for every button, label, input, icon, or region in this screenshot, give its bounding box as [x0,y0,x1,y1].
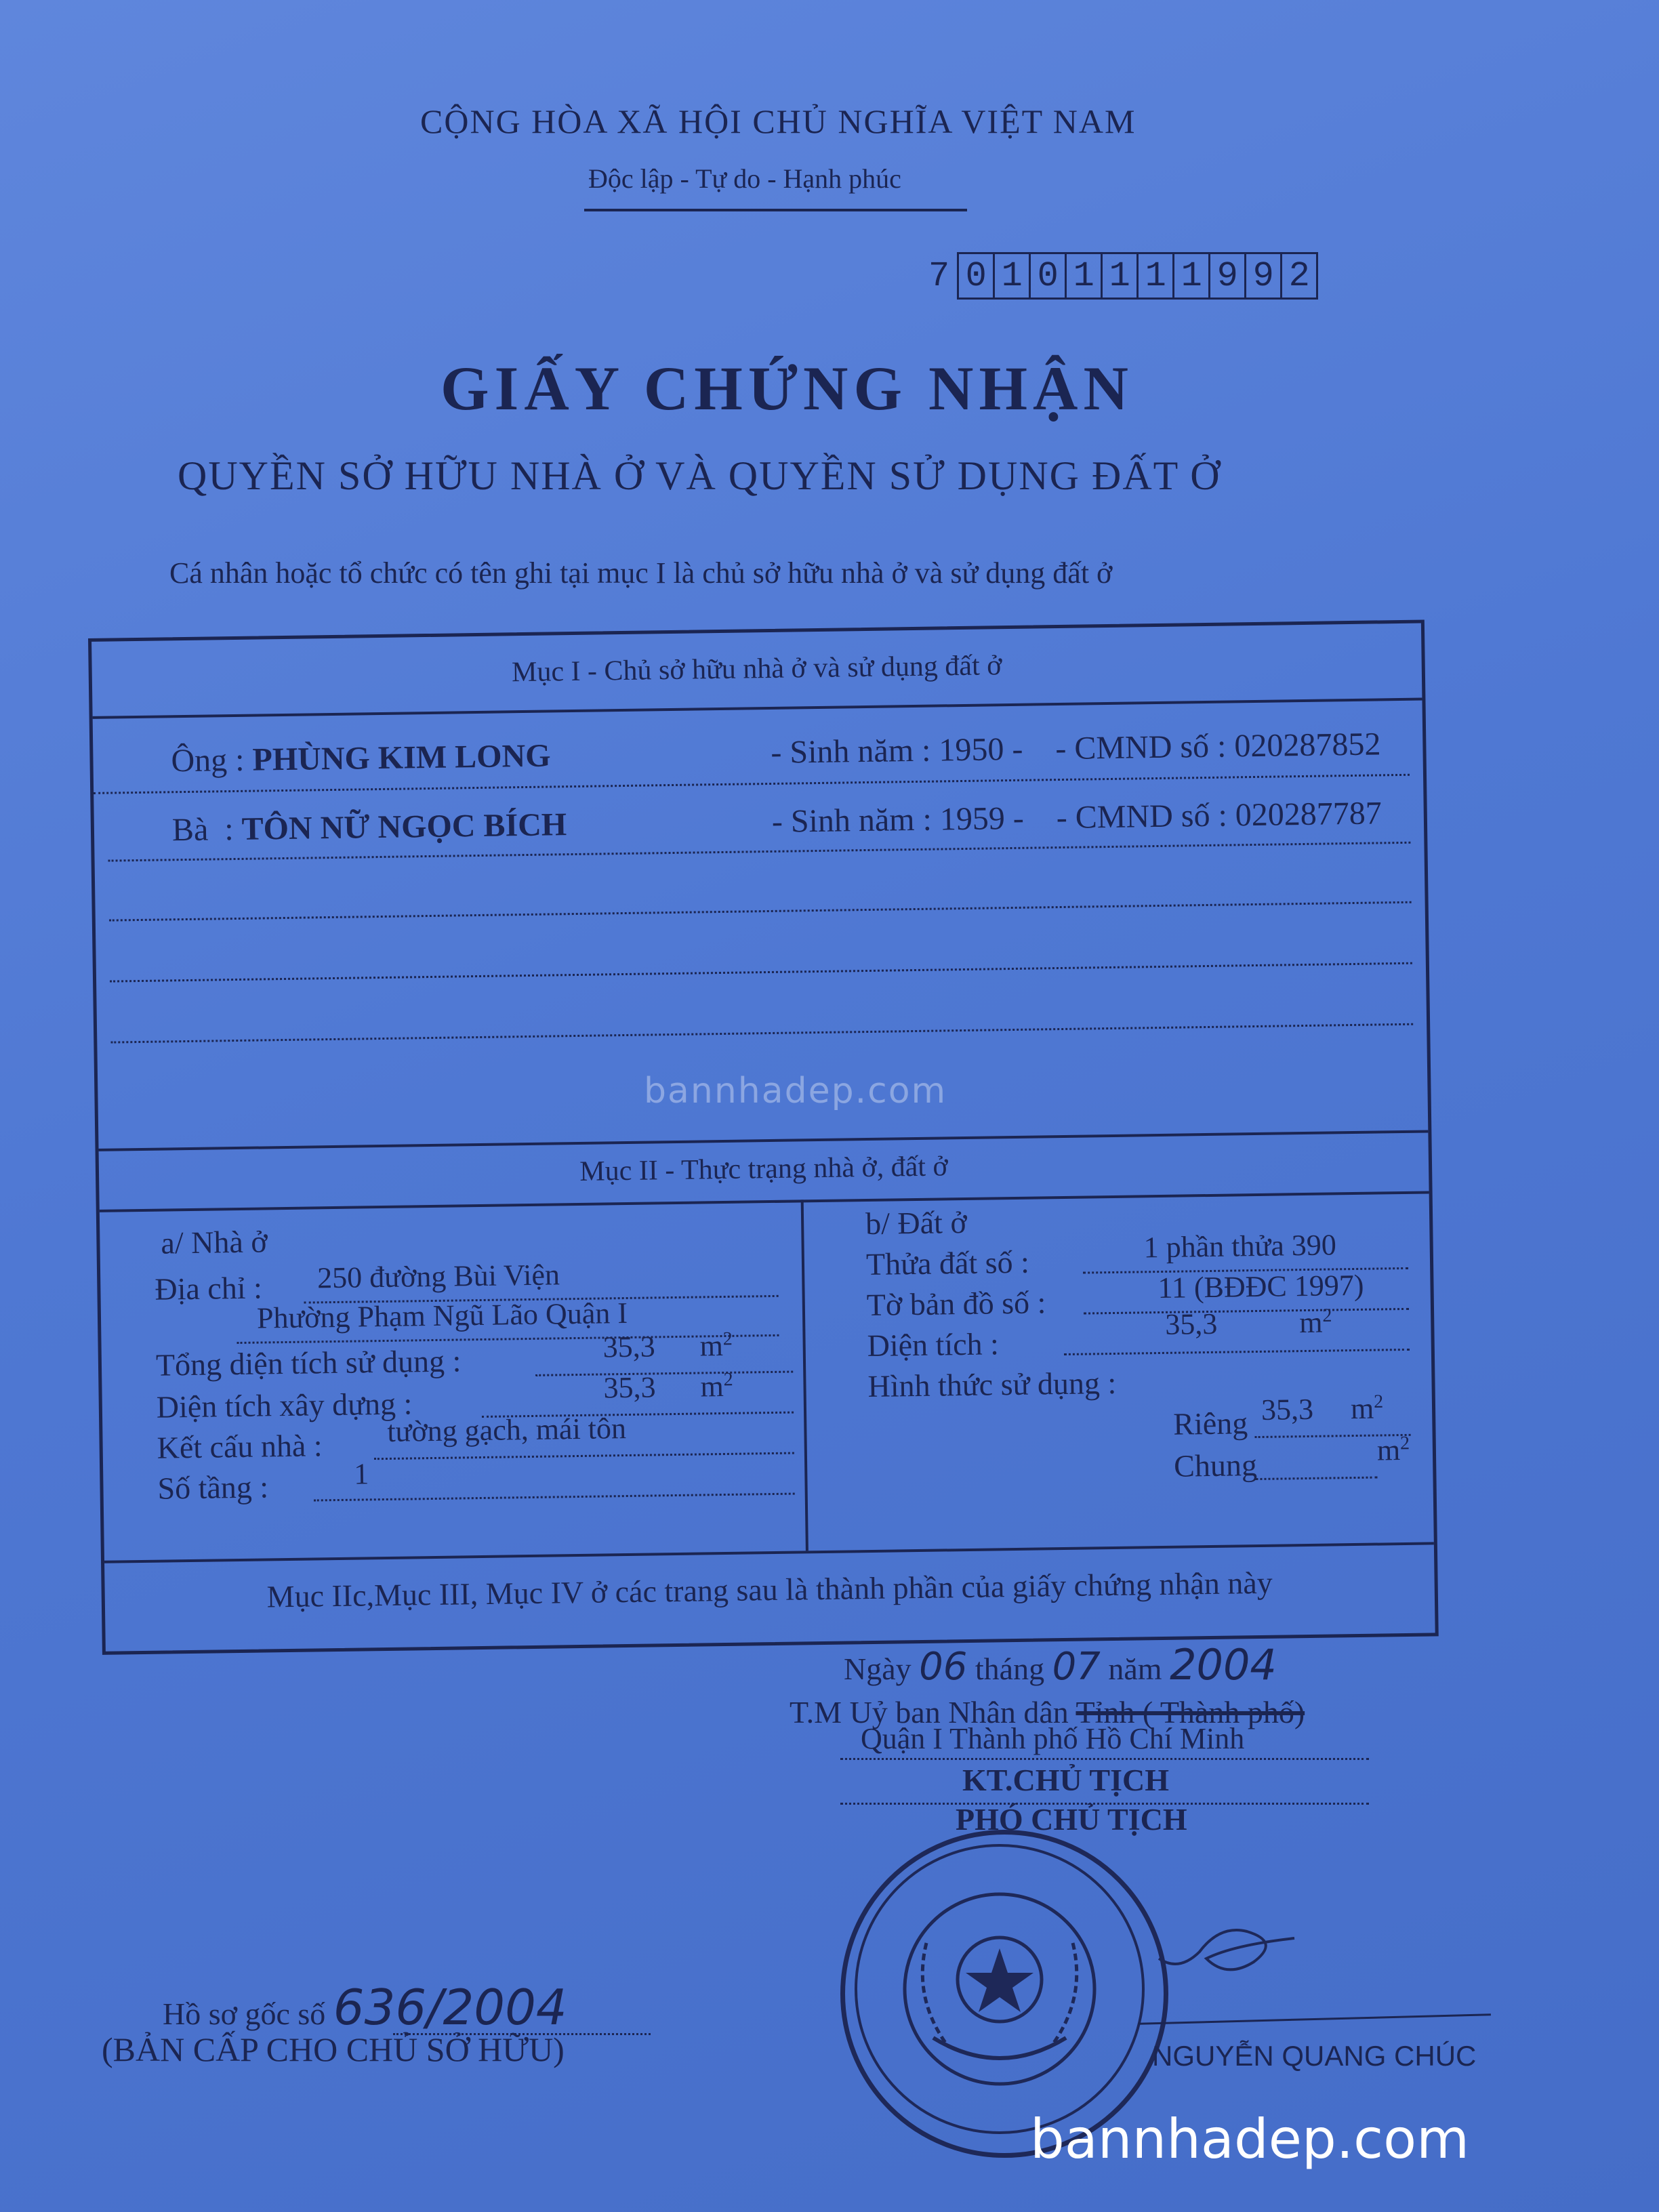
certificate-intro: Cá nhân hoặc tổ chức có tên ghi tại mục I là chủ sở hữu nhà ở và sử dụng đất ở [169,556,1113,590]
record-label: Hồ sơ gốc số [163,1996,326,2031]
section2-divider [100,1191,1429,1212]
signer-name: NGUYỄN QUANG CHÚC [1152,2040,1477,2072]
owner-id: - CMND số : 020287787 [1056,795,1382,836]
watermark-text: bannhadep.com [644,1071,947,1111]
year-label: năm [1108,1652,1162,1686]
serial-digit: 9 [1244,252,1282,300]
shared-label: Chung [1173,1448,1258,1483]
built-area-value: 35,3 $m^2$ [603,1369,733,1405]
usage-label: Hình thức sử dụng : [867,1365,1117,1404]
serial-digit: 2 [1280,252,1318,300]
id-number: 020287852 [1234,726,1381,764]
owner-name: TÔN NỮ NGỌC BÍCH [241,806,567,847]
certificate-title: GIẤY CHỨNG NHẬN [441,354,1134,423]
private-value: 35,3 $m^2$ [1261,1391,1384,1427]
section2-footnote: Mục IIc,Mục III, Mục IV ở các trang sau là thành phần của giấy chứng nhận này [266,1565,1273,1614]
record-number: 636/2004 [333,1979,567,2036]
address-label: Địa chỉ : [155,1270,263,1307]
birth-label: - Sinh năm [771,733,914,771]
watermark-bottom: bannhadep.com [1030,2108,1470,2171]
section2-column-divider [801,1200,808,1551]
total-area-label: Tổng diện tích sử dụng : [155,1343,462,1382]
address-line1: 250 đường Bùi Viện [316,1258,560,1295]
structure-label: Kết cấu nhà : [157,1428,323,1465]
month-value: 07 [1052,1645,1101,1689]
serial-digit: 1 [1101,252,1139,300]
parcel-value: 1 phần thửa 390 [1143,1228,1337,1265]
day-value: 06 [919,1645,968,1689]
owner-row: Ông : PHÙNG KIM LONG [171,737,551,779]
serial-digit: 1 [1065,252,1103,300]
copy-note: (BẢN CẤP CHO CHỦ SỞ HỮU) [102,2030,565,2068]
dotted-line [374,1452,794,1460]
nation-heading: CỘNG HÒA XÃ HỘI CHỦ NGHĨA VIỆT NAM [420,102,1136,140]
serial-number [928,252,1318,300]
id-label: - CMND số [1056,797,1210,836]
section2-title: Mục II - Thực trạng nhà ở, đất ở [579,1151,949,1187]
struck-text: Tỉnh ( Thành phố) [1076,1695,1305,1729]
dotted-line [314,1493,795,1502]
record-line [163,1979,567,2036]
section1-divider [93,698,1422,719]
structure-value: tường gạch, mái tôn [387,1412,627,1448]
floors-value: 1 [353,1457,369,1491]
issue-date [844,1640,1277,1689]
owner-birth: - Sinh năm : 1950 - [771,731,1023,771]
dotted-line [109,901,1412,922]
shared-value: $m^2$ [1376,1433,1410,1467]
total-area-value: 35,3 $m^2$ [602,1328,733,1364]
month-label: tháng [975,1652,1045,1686]
birth-label: - Sinh năm [771,802,915,840]
dotted-line [840,1758,1369,1760]
land-area-label: Diện tích : [867,1326,1000,1364]
id-number: 020287787 [1235,795,1382,834]
floors-label: Số tầng : [157,1469,269,1506]
dotted-line [110,1023,1413,1044]
land-area-value: 35,3 $m^2$ [1164,1305,1332,1341]
map-value: 11 (BĐĐC 1997) [1158,1268,1364,1305]
serial-digit: 9 [1208,252,1246,300]
signer-role-1: KT.CHỦ TỊCH [962,1763,1170,1797]
private-label: Riêng [1172,1406,1248,1441]
house-heading: a/ Nhà ở [161,1224,268,1261]
owner-salutation: Bà [171,811,209,848]
parcel-label: Thửa đất số : [865,1244,1030,1282]
signer-role-2: PHÓ CHỦ TỊCH [956,1802,1187,1837]
serial-digit: 1 [1172,252,1210,300]
owner-salutation: Ông [171,742,228,779]
dotted-line [1064,1349,1410,1355]
serial-prefix: 7 [928,255,950,296]
section1-title: Mục I - Chủ sở hữu nhà ở và sử dụng đất ở [511,650,1002,689]
serial-digit: 1 [993,252,1031,300]
serial-digit: 1 [1136,252,1174,300]
committee-name: Quận I Thành phố Hồ Chí Minh [861,1722,1245,1755]
owner-row: Bà : TÔN NỮ NGỌC BÍCH [171,806,567,848]
section2-bottom-divider [104,1542,1434,1563]
owner-birth: - Sinh năm : 1959 - [771,800,1025,840]
motto-underline [584,209,967,211]
map-label: Tờ bản đồ số : [866,1285,1046,1323]
motto: Độc lập - Tự do - Hạnh phúc [588,163,901,194]
birth-year: 1950 [939,731,1004,769]
seal-emblem [845,1835,1154,2144]
dotted-line [1255,1477,1377,1481]
certificate-frame [88,619,1439,1654]
signature-scribble [1152,1911,1301,1992]
owner-name: PHÙNG KIM LONG [252,737,551,778]
built-area-label: Diện tích xây dựng : [156,1386,413,1425]
serial-digit: 0 [1029,252,1067,300]
owner-id: - CMND số : 020287852 [1055,726,1381,767]
id-label: - CMND số [1055,728,1210,767]
dotted-line [110,962,1412,983]
committee-label: T.M Uỷ ban Nhân dân [790,1695,1069,1729]
certificate-subtitle: QUYỀN SỞ HỮU NHÀ Ở VÀ QUYỀN SỬ DỤNG ĐẤT Ở [178,453,1221,498]
serial-digit: 0 [957,252,995,300]
address-line2: Phường Phạm Ngũ Lão Quận I [256,1296,628,1335]
land-heading: b/ Đất ở [865,1204,968,1242]
signature-rule [1139,2013,1491,2025]
day-label: Ngày [844,1652,912,1686]
birth-year: 1959 [939,800,1006,838]
year-value: 2004 [1170,1640,1277,1689]
